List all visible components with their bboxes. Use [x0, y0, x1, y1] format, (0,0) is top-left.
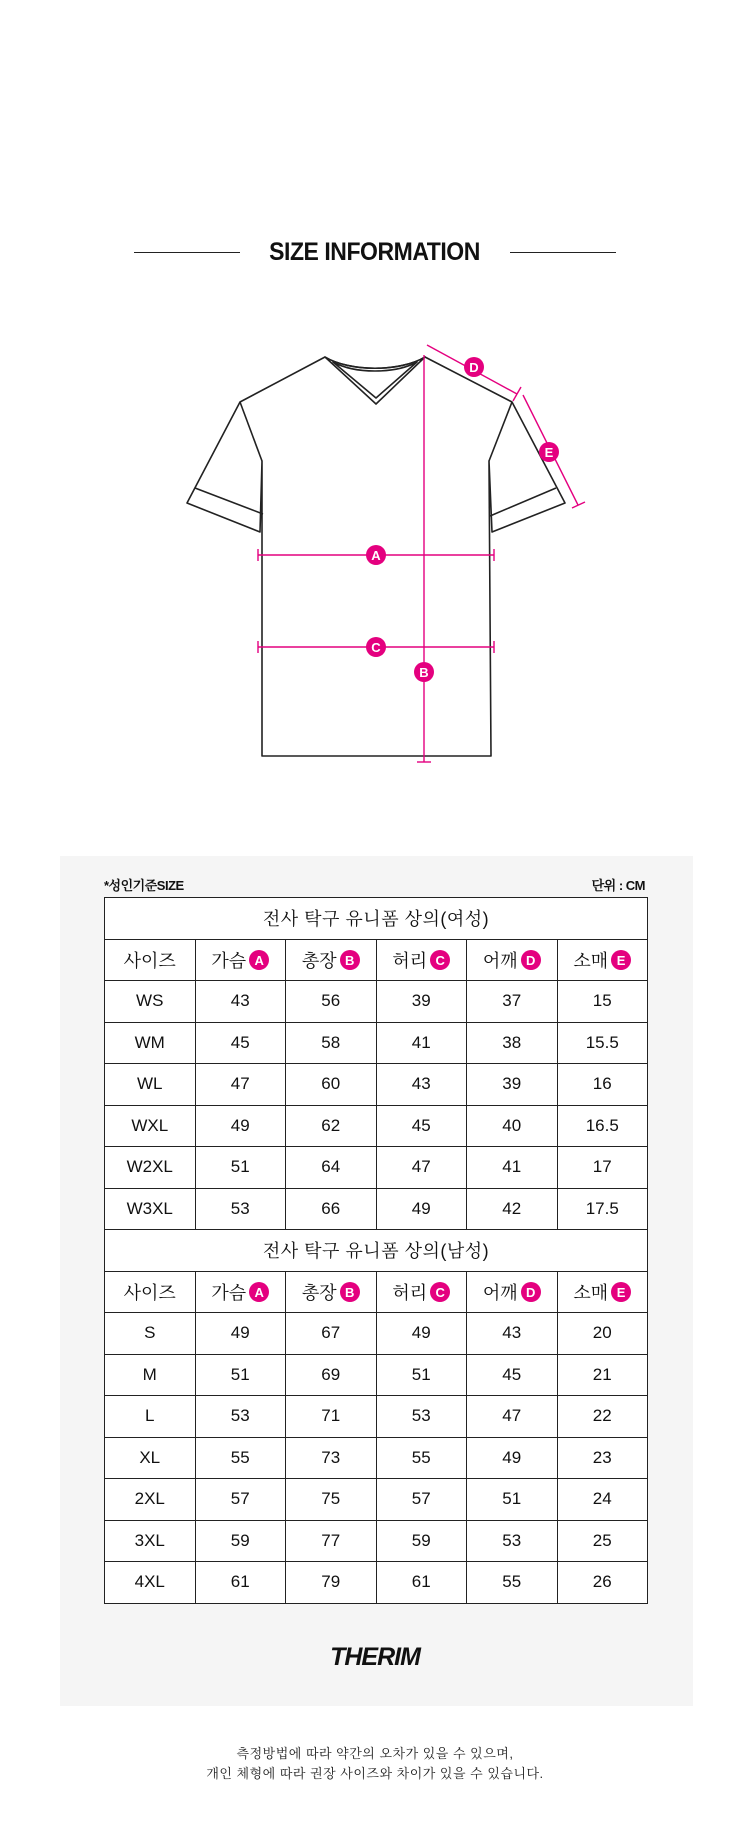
column-header	[105, 1271, 196, 1313]
table-row	[105, 1354, 648, 1396]
measurement-cell: 51	[467, 1479, 558, 1521]
table-row	[105, 981, 648, 1023]
section-title	[0, 232, 750, 272]
column-badge: B	[340, 950, 360, 970]
column-badge: A	[249, 950, 269, 970]
measurement-cell: 53	[195, 1188, 286, 1230]
table-section-title: 전사 탁구 유니폼 상의(남성)	[105, 1230, 648, 1272]
column-header	[376, 939, 467, 981]
table-row	[105, 1188, 648, 1230]
size-cell: WL	[105, 1064, 196, 1106]
measurement-cell: 24	[557, 1479, 648, 1521]
column-header-label: 사이즈	[123, 950, 176, 971]
measurement-cell: 79	[286, 1562, 377, 1604]
measurement-cell: 59	[195, 1520, 286, 1562]
column-header	[467, 1271, 558, 1313]
disclaimer-line-1: 측정방법에 따라 약간의 오차가 있을 수 있으며,	[236, 1746, 514, 1761]
measurement-cell: 41	[376, 1022, 467, 1064]
measurement-cell: 64	[286, 1147, 377, 1189]
measurement-cell: 23	[557, 1437, 648, 1479]
size-table	[104, 897, 648, 1604]
column-header	[557, 939, 648, 981]
column-header	[286, 939, 377, 981]
measurement-cell: 57	[376, 1479, 467, 1521]
column-badge: D	[521, 950, 541, 970]
measurement-cell: 67	[286, 1313, 377, 1355]
size-basis-note: *성인기준SIZE	[104, 877, 184, 893]
measurement-cell: 41	[467, 1147, 558, 1189]
measure-tick-shoulder-end	[513, 387, 521, 401]
measurement-disclaimer	[0, 1744, 750, 1784]
table-row	[105, 1520, 648, 1562]
table-section-title-row	[105, 1230, 648, 1272]
table-row	[105, 1147, 648, 1189]
brand-logo: THERIM	[330, 1643, 420, 1671]
column-header-label: 어깨	[482, 950, 518, 971]
column-header-label: 소매	[573, 950, 609, 971]
size-cell: XL	[105, 1437, 196, 1479]
column-header-label: 허리	[392, 1282, 428, 1303]
table-row	[105, 1396, 648, 1438]
column-header-label: 총장	[301, 1282, 337, 1303]
measurement-cell: 43	[376, 1064, 467, 1106]
table-header-row	[105, 1271, 648, 1313]
column-badge: B	[340, 1282, 360, 1302]
measurement-cell: 43	[467, 1313, 558, 1355]
measurement-cell: 56	[286, 981, 377, 1023]
table-row	[105, 1479, 648, 1521]
column-header-label: 허리	[392, 950, 428, 971]
column-header-label: 총장	[301, 950, 337, 971]
column-badge: C	[430, 950, 450, 970]
disclaimer-line-2: 개인 체형에 따라 권장 사이즈와 차이가 있을 수 있습니다.	[206, 1766, 544, 1781]
size-cell: W2XL	[105, 1147, 196, 1189]
column-header-label: 가슴	[211, 1282, 247, 1303]
measurement-cell: 49	[195, 1313, 286, 1355]
size-cell: WM	[105, 1022, 196, 1064]
table-row	[105, 1313, 648, 1355]
table-row	[105, 1022, 648, 1064]
measurement-cell: 22	[557, 1396, 648, 1438]
measurement-cell: 61	[376, 1562, 467, 1604]
section-title-text: SIZE INFORMATION	[269, 237, 481, 266]
column-header	[286, 1271, 377, 1313]
table-row	[105, 1064, 648, 1106]
measurement-cell: 17	[557, 1147, 648, 1189]
size-cell: S	[105, 1313, 196, 1355]
measurement-cell: 47	[195, 1064, 286, 1106]
column-header	[557, 1271, 648, 1313]
measurement-cell: 49	[376, 1313, 467, 1355]
measurement-cell: 75	[286, 1479, 377, 1521]
column-badge: E	[611, 1282, 631, 1302]
table-row	[105, 1562, 648, 1604]
column-badge: A	[249, 1282, 269, 1302]
measurement-cell: 71	[286, 1396, 377, 1438]
measurement-cell: 62	[286, 1105, 377, 1147]
table-row	[105, 1105, 648, 1147]
measurement-cell: 42	[467, 1188, 558, 1230]
column-header	[105, 939, 196, 981]
measurement-cell: 53	[467, 1520, 558, 1562]
measurement-cell: 55	[467, 1562, 558, 1604]
measurement-cell: 59	[376, 1520, 467, 1562]
column-header	[195, 939, 286, 981]
measurement-cell: 39	[467, 1064, 558, 1106]
measurement-cell: 16	[557, 1064, 648, 1106]
measurement-cell: 51	[376, 1354, 467, 1396]
measurement-cell: 45	[376, 1105, 467, 1147]
measurement-cell: 15	[557, 981, 648, 1023]
table-section-title: 전사 탁구 유니폼 상의(여성)	[105, 898, 648, 940]
measurement-cell: 21	[557, 1354, 648, 1396]
measurement-cell: 15.5	[557, 1022, 648, 1064]
tshirt-measurement-diagram	[0, 300, 750, 770]
size-cell: L	[105, 1396, 196, 1438]
column-header	[195, 1271, 286, 1313]
measurement-cell: 25	[557, 1520, 648, 1562]
size-chart-header	[104, 874, 645, 894]
badge-b-label: B	[419, 665, 429, 680]
measurement-cell: 49	[376, 1188, 467, 1230]
measurement-cell: 49	[467, 1437, 558, 1479]
badge-a-label: A	[371, 548, 381, 563]
column-badge: C	[430, 1282, 450, 1302]
measurement-cell: 51	[195, 1147, 286, 1189]
table-row	[105, 1437, 648, 1479]
measurement-cell: 51	[195, 1354, 286, 1396]
table-header-row	[105, 939, 648, 981]
column-header-label: 사이즈	[123, 1282, 176, 1303]
size-cell: 4XL	[105, 1562, 196, 1604]
column-badge: E	[611, 950, 631, 970]
measurement-cell: 20	[557, 1313, 648, 1355]
size-cell: 2XL	[105, 1479, 196, 1521]
measurement-cell: 69	[286, 1354, 377, 1396]
measurement-cell: 40	[467, 1105, 558, 1147]
measurement-cell: 53	[195, 1396, 286, 1438]
measurement-cell: 77	[286, 1520, 377, 1562]
badge-c-label: C	[371, 640, 381, 655]
measurement-cell: 17.5	[557, 1188, 648, 1230]
measurement-cell: 61	[195, 1562, 286, 1604]
measurement-cell: 55	[195, 1437, 286, 1479]
measurement-cell: 26	[557, 1562, 648, 1604]
title-line-left	[134, 252, 240, 253]
measurement-cell: 39	[376, 981, 467, 1023]
column-header-label: 어깨	[482, 1282, 518, 1303]
size-cell: M	[105, 1354, 196, 1396]
unit-label: 단위 : CM	[591, 877, 645, 893]
size-cell: 3XL	[105, 1520, 196, 1562]
measurement-cell: 38	[467, 1022, 558, 1064]
badge-e-label: E	[544, 445, 554, 460]
measurement-cell: 43	[195, 981, 286, 1023]
measurement-cell: 60	[286, 1064, 377, 1106]
measurement-cell: 47	[467, 1396, 558, 1438]
size-cell: WXL	[105, 1105, 196, 1147]
measurement-cell: 66	[286, 1188, 377, 1230]
measurement-cell: 55	[376, 1437, 467, 1479]
measurement-cell: 47	[376, 1147, 467, 1189]
measurement-cell: 53	[376, 1396, 467, 1438]
measurement-cell: 58	[286, 1022, 377, 1064]
size-cell: WS	[105, 981, 196, 1023]
measure-tick-sleeve-end	[572, 502, 585, 508]
measurement-cell: 73	[286, 1437, 377, 1479]
column-header-label: 소매	[573, 1282, 609, 1303]
measurement-cell: 16.5	[557, 1105, 648, 1147]
title-line-right	[510, 252, 616, 253]
column-header	[376, 1271, 467, 1313]
column-badge: D	[521, 1282, 541, 1302]
measurement-cell: 37	[467, 981, 558, 1023]
column-header-label: 가슴	[211, 950, 247, 971]
badge-d-label: D	[469, 360, 479, 375]
measurement-cell: 45	[195, 1022, 286, 1064]
measurement-cell: 49	[195, 1105, 286, 1147]
table-section-title-row	[105, 898, 648, 940]
measurement-cell: 57	[195, 1479, 286, 1521]
column-header	[467, 939, 558, 981]
measurement-cell: 45	[467, 1354, 558, 1396]
size-cell: W3XL	[105, 1188, 196, 1230]
